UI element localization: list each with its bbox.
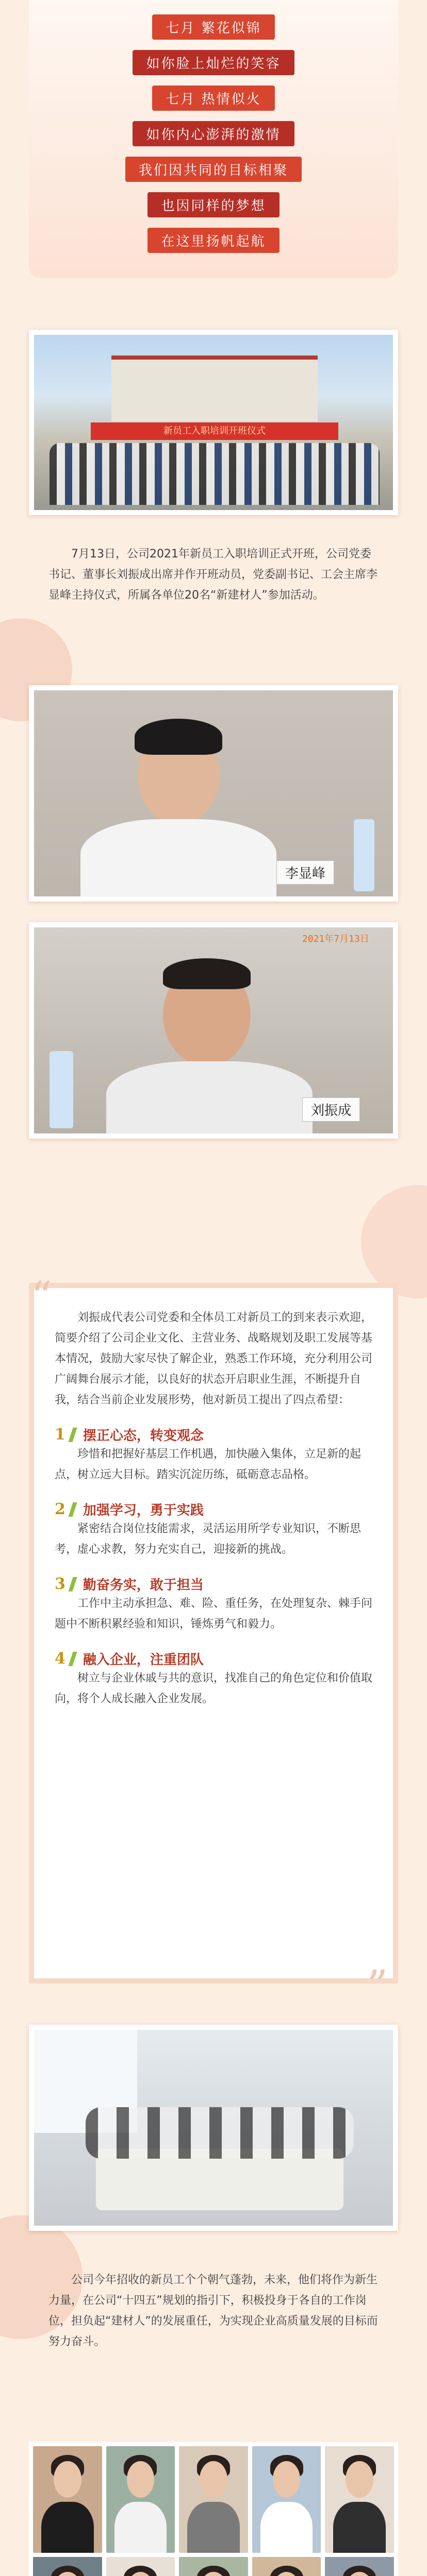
point-number: 3 [55, 1575, 65, 1593]
portrait [33, 2557, 102, 2576]
poem-line: 七月 繁花似锦 [152, 14, 274, 40]
quote-open-icon: “ [31, 1273, 52, 1320]
point-body: 珍惜和把握好基层工作机遇，加快融入集体，立足新的起点，树立远大目标。踏实沉淀历练，砥砺意志品格。 [55, 1448, 362, 1481]
portrait [325, 2557, 394, 2576]
point-title: 加强学习，勇于实践 [83, 1503, 204, 1518]
hope-point [55, 1574, 372, 1635]
portrait [179, 2557, 248, 2576]
portrait [325, 2446, 394, 2553]
poem-line: 七月 热情似火 [152, 86, 274, 111]
poem-line: 如你脸上灿烂的笑容 [133, 50, 294, 75]
hope-point [55, 1649, 372, 1709]
portrait [33, 2446, 102, 2553]
attendees [86, 2107, 354, 2159]
poem-line: 我们因共同的目标相聚 [125, 157, 302, 182]
portrait [106, 2557, 175, 2576]
intro-paragraph: 7月13日，公司2021年新员工入职培训正式开班，公司党委书记、董事长刘振成出席并作开班动员，党委副书记、工会主席李显峰主持仪式，所属各单位20名“新建材人”参加活动。 [48, 548, 378, 602]
slash-icon [68, 1577, 77, 1591]
slash-icon [68, 1502, 77, 1517]
new-employee-portrait-grid [29, 2442, 398, 2576]
poem-card [29, 0, 398, 278]
name-tag: 李显峰 [276, 860, 334, 885]
speech-intro: 刘振成代表公司党委和全体员工对新员工的到来表示欢迎，简要介绍了公司企业文化、主营业务、战略规划及职工发展等基本情况，鼓励大家尽快了解企业，熟悉工作环境，充分利用公司广阔舞台展示才能，以良好的状态开启职业生涯，不断提升自我，结合当前企业发展形势，他对新员工提出了四点希望： [55, 1311, 373, 1406]
point-number: 4 [55, 1650, 65, 1668]
point-title: 勤奋务实，敢于担当 [83, 1578, 204, 1593]
group-photo [29, 330, 398, 515]
hope-point [55, 1425, 372, 1485]
hope-point [55, 1500, 372, 1560]
point-number: 2 [55, 1500, 65, 1518]
slash-icon [68, 1652, 77, 1666]
banner: 新员工入职培训开班仪式 [91, 422, 338, 440]
point-title: 摆正心态，转变观念 [83, 1428, 204, 1444]
quote-close-icon: ” [367, 1961, 388, 2009]
speaker-photo-li [29, 685, 398, 902]
speech-card [29, 1273, 398, 2009]
slash-icon [68, 1428, 77, 1442]
speaker-hair [163, 958, 251, 989]
point-title: 融入企业，注重团队 [83, 1652, 204, 1668]
portrait [179, 2446, 248, 2553]
meeting-photo [29, 2025, 398, 2231]
building-shape [111, 355, 318, 421]
decor-blob [361, 1185, 427, 1298]
people-row [50, 443, 380, 505]
point-body: 工作中主动承担急、难、险、重任务，在处理复杂、棘手问题中不断积累经验和知识，锤炼勇气和毅力。 [55, 1597, 373, 1631]
portrait [106, 2446, 175, 2553]
portrait [252, 2446, 321, 2553]
point-number: 1 [55, 1426, 65, 1444]
speaker-body [80, 819, 276, 902]
speaker-body [106, 1061, 313, 1139]
poem-line: 也因同样的梦想 [147, 192, 279, 217]
speaker-hair [135, 719, 222, 755]
poem-line: 在这里扬帆起航 [147, 228, 279, 253]
point-body: 树立与企业休戚与共的意识，找准自己的角色定位和价值取向，将个人成长融入企业发展。 [55, 1672, 373, 1705]
photo-date-stamp: 2021年7月13日 [302, 934, 369, 944]
water-bottle [50, 1051, 73, 1128]
newcomers-paragraph: 公司今年招收的新员工个个朝气蓬勃，未来，他们将作为新生力量，在公司“十四五”规划的指引下，积极投身于各自的工作岗位，担负起“建材人”的发展重任，为实现企业高质量发展的目标而努力奋斗。 [48, 2274, 378, 2348]
point-body: 紧密结合岗位技能需求，灵活运用所学专业知识，不断思考，虚心求教，努力充实自己，迎接新的挑战。 [55, 1522, 362, 1556]
portrait [252, 2557, 321, 2576]
poem-line: 如你内心澎湃的激情 [133, 121, 294, 146]
water-bottle [354, 819, 374, 891]
speaker-photo-liu [29, 922, 398, 1139]
name-tag: 刘振成 [302, 1097, 360, 1122]
